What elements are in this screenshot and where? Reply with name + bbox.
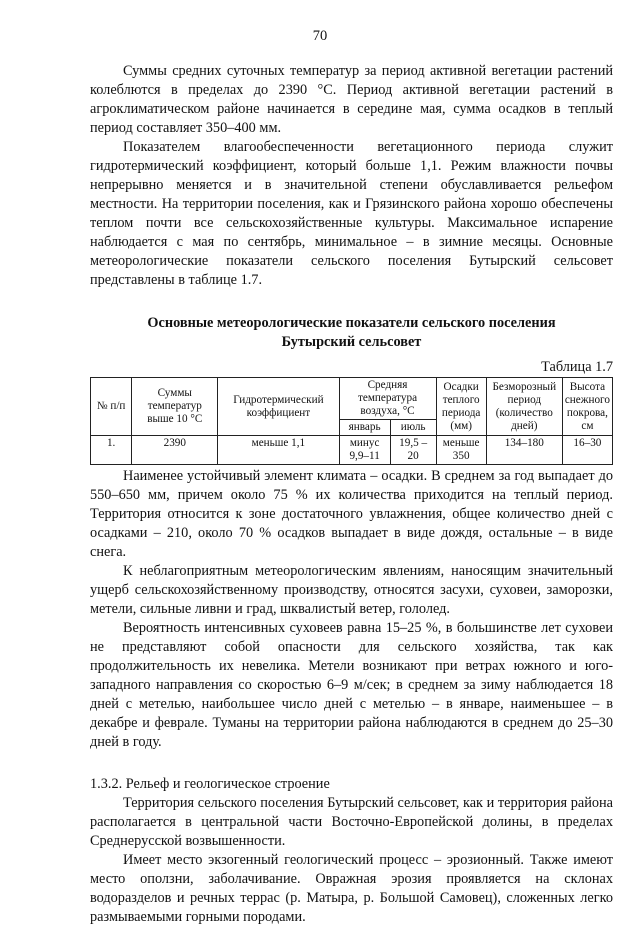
paragraph-hydrothermal-coefficient: Показателем влагообеспеченности вегетационного периода служит гидротермический коэффициент, который больше 1,1. Режим влажности почвы непрерывно меняется и в значительной степени обуславливается рельефом местности. На территории поселения, как и Грязинского района хорошо обеспечены теплом почти все сельскохозяйственные культуры. Максимальное испарение наблюдается с мая по сентябрь, минимальное – в зимние месяцы. Основные метеорологические показатели сельского поселения Бутырский сельсовет представлены в таблице 1.7. — [90, 139, 613, 288]
table-row — [91, 436, 613, 465]
table-caption: Таблица 1.7 — [541, 359, 613, 375]
precipitation-text-block — [90, 467, 613, 752]
cell-temperature-sums: 2390 — [132, 436, 218, 465]
relief-text-block — [90, 794, 613, 927]
cell-january: минус 9,9–11 — [339, 436, 390, 465]
cell-number: 1. — [91, 436, 132, 465]
table-title-line-1: Основные метеорологические показатели сельского поселения — [147, 315, 556, 331]
header-july: июль — [390, 420, 436, 436]
paragraph-erosion: Имеет место экзогенный геологический процесс – эрозионный. Также имеют место оползни, заболачивание. Овражная эрозия проявляется на склонах водоразделов и речных террас (р. Матыра, р. Большой Самовец), сложенных легко размываемыми горными породами. — [90, 852, 613, 925]
section-heading: 1.3.2. Рельеф и геологическое строение — [90, 776, 330, 792]
paragraph-temperature-sums: Суммы средних суточных температур за период активной вегетации растений колеблются в пределах до 2390 °С. Период активной вегетации растений в агроклиматическом районе начинается в середине мая, сумма осадков в теплый период составляет 350–400 мм. — [90, 63, 613, 136]
paragraph-precipitation: Наименее устойчивый элемент климата – осадки. В среднем за год выпадает до 550–650 мм, причем около 75 % их количества приходится на теплый период. Территория относится к зоне достаточного увлажнения, общее количество дней с осадками – 210, около 70 % осадков выпадает в виде дождя, остальные – в виде снега. — [90, 468, 613, 560]
header-precipitation: Осадки теплого периода (мм) — [436, 378, 486, 436]
page-number: 70 — [312, 28, 328, 44]
header-number: № п/п — [91, 378, 132, 436]
paragraph-adverse-phenomena: К неблагоприятным метеорологическим явлениям, наносящим значительный ущерб сельскохозяйственному производству, относятся засухи, суховеи, заморозки, метели, сильные ливни и град, шквалистый ветер, гололед. — [90, 563, 613, 617]
header-snow-cover: Высота снежного покрова, см — [562, 378, 612, 436]
header-frost-free-period: Безморозный период (количество дней) — [486, 378, 562, 436]
paragraph-relief-location: Территория сельского поселения Бутырский сельсовет, как и территория района располагается в центральной части Восточно-Европейской долины, в пределах Среднерусской возвышенности. — [90, 795, 613, 849]
header-january: январь — [339, 420, 390, 436]
climate-text-block — [90, 62, 613, 290]
meteorological-table — [90, 377, 613, 465]
paragraph-dry-winds: Вероятность интенсивных суховеев равна 15–25 %, в большинстве лет суховеи не представляют собой опасности для сельского хозяйства, так как продолжительность их невелика. Метели возникают при ветрах южного и юго-западного направления со скоростью 6–9 м/сек; в среднем за зиму наблюдается 18 дней с метелью, наибольшее число дней с метелью – в январе, наименьшее – в декабре и феврале. Туманы на территории района наблюдаются в среднем до 25–30 дней в году. — [90, 620, 613, 750]
cell-july: 19,5 – 20 — [390, 436, 436, 465]
table-title — [90, 314, 613, 352]
cell-snow-cover: 16–30 — [562, 436, 612, 465]
header-average-temperature: Средняя температура воздуха, °С — [339, 378, 436, 420]
page-content — [90, 52, 613, 927]
cell-precipitation: меньше 350 — [436, 436, 486, 465]
header-temperature-sums: Суммы температур выше 10 °С — [132, 378, 218, 436]
header-hydrothermal-coefficient: Гидротермический коэффициент — [218, 378, 339, 436]
table-title-line-2: Бутырский сельсовет — [281, 334, 422, 350]
cell-frost-free-period: 134–180 — [486, 436, 562, 465]
cell-hydrothermal-coefficient: меньше 1,1 — [218, 436, 339, 465]
